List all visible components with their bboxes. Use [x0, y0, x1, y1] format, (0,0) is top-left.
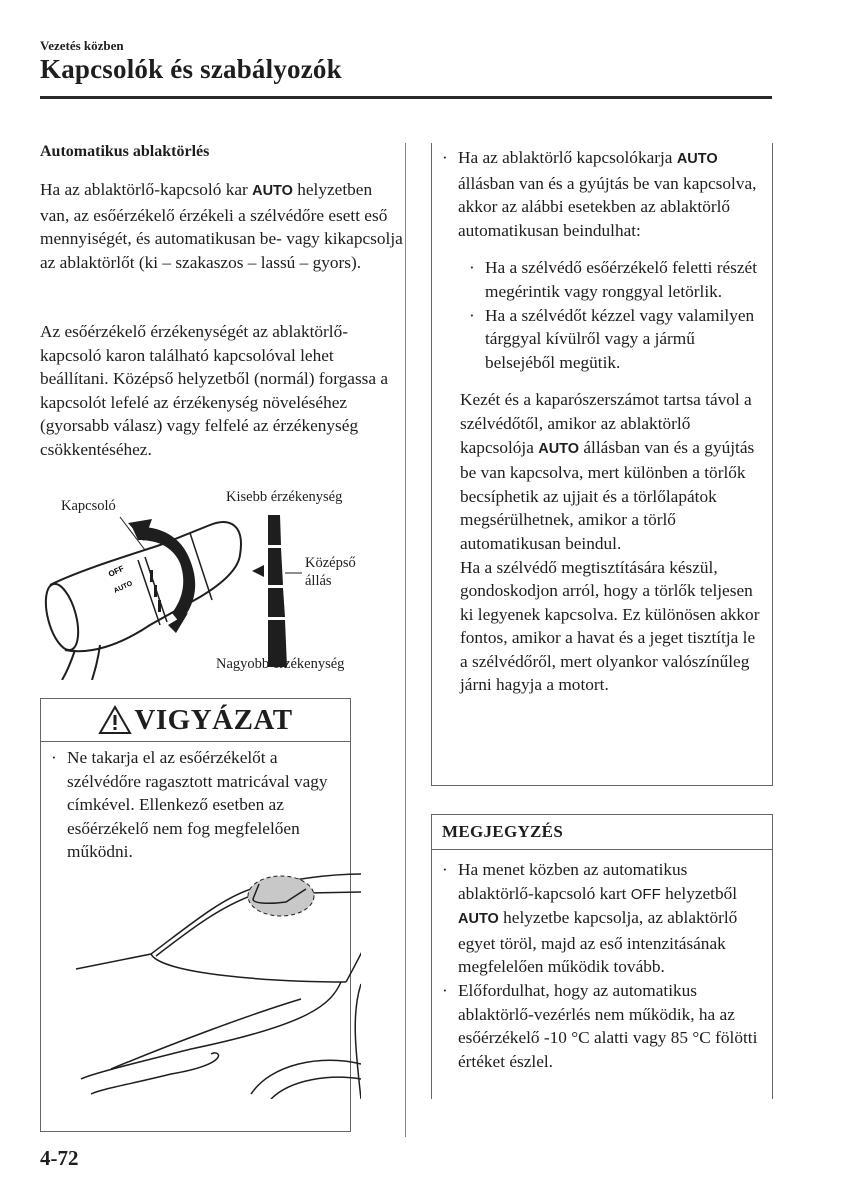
off-label: OFF	[630, 885, 661, 903]
wiper-lever-figure	[40, 485, 380, 680]
note-box	[431, 814, 773, 1099]
note-bullet: · Előfordulhat, hogy az automatikus ablaktörlő-vezérlés nem működik, ha az esőérzékelő -10 °C alatti vagy 85 °C fölötti értéket észlel.	[440, 979, 764, 1073]
sub-bullet-list	[467, 256, 764, 374]
middle-position-label-2: állás	[305, 573, 332, 589]
text: állásban van és a gyújtás be van kapcsolva, akkor az alábbi esetekben az ablaktörlő automatikusan beindulhat:	[458, 173, 757, 240]
intro-paragraph	[40, 178, 405, 274]
warning-triangle-icon	[98, 705, 132, 735]
text: Kezét és a kaparószerszámot tartsa távol a szélvédőtől, amikor az ablaktörlő kapcsolója	[460, 390, 752, 457]
sensitivity-paragraph: Az esőérzékelő érzékenységét az ablaktörlő-kapcsoló karon található kapcsolóval lehet beállítani. Középső helyzetből (normál) forgassa a kapcsolót lefelé az érzékenység növeléséhez (gyorsabb válasz) vagy felfelé az érzékenység csökkentéséhez.	[40, 322, 389, 459]
text: Ha az ablaktörlő kapcsolókarja	[458, 148, 677, 167]
auto-label: AUTO	[458, 911, 499, 928]
caution-title: VIGYÁZAT	[134, 703, 293, 736]
safety-paragraph	[450, 388, 764, 697]
box-content	[432, 143, 772, 697]
title-rule	[40, 96, 772, 99]
bullet-auto-position	[440, 146, 764, 242]
auto-label: AUTO	[252, 183, 293, 199]
auto-start-warning-box	[431, 143, 773, 786]
note-bullet	[440, 858, 764, 979]
caution-box	[40, 698, 351, 1132]
column-divider	[405, 143, 406, 1137]
text: helyzetbe kapcsolja, az ablaktörlő egyet töröl, majd az eső intenzitásának megfelelően működik tovább.	[458, 908, 738, 977]
text: állásban van és a gyújtás be van kapcsolva, mert különben a törlők becsíphetik az ujjait és a törlőlapátok megsérülhetnek, amikor a törlő automatikusan beindul.	[460, 437, 755, 553]
more-sensitivity-label: Nagyobb érzékenység	[216, 656, 345, 672]
section-heading: Automatikus ablaktörlés	[40, 143, 210, 160]
text: helyzetben van, az esőérzékelő érzékeli a szélvédőre esett eső mennyiségét, és automatikusan be- vagy kikapcsolja az ablaktörlőt (ki – szakaszos – lassú – gyors).	[40, 180, 403, 272]
text: Ha menet közben az automatikus ablaktörlő-kapcsoló kart	[458, 860, 688, 903]
lever-off-label: OFF	[107, 563, 126, 579]
switch-label: Kapcsoló	[61, 498, 116, 514]
note-body	[432, 850, 772, 1073]
sub-bullet: · Ha a szélvédő esőérzékelő feletti részét megérintik vagy ronggyal letörlik.	[467, 256, 764, 303]
note-header	[432, 815, 772, 850]
page-number: 4-72	[40, 1146, 79, 1170]
middle-position-label-1: Középső	[305, 555, 356, 571]
caution-header	[41, 699, 350, 742]
windshield-sensor-illustration	[71, 864, 361, 1099]
less-sensitivity-label: Kisebb érzékenység	[226, 489, 343, 505]
lever-auto-label: AUTO	[112, 580, 134, 595]
auto-label: AUTO	[676, 151, 718, 167]
auto-label: AUTO	[538, 440, 580, 457]
section-label: Vezetés közben	[40, 38, 124, 53]
note-title: MEGJEGYZÉS	[442, 822, 564, 841]
caution-body	[41, 742, 350, 864]
page-title: Kapcsolók és szabályozók	[40, 54, 342, 84]
sub-bullet: · Ha a szélvédőt kézzel vagy valamilyen tárggyal kívülről vagy a jármű belsejéből megütik.	[467, 304, 764, 375]
cleaning-paragraph: Ha a szélvédő megtisztítására készül, gondoskodjon arról, hogy a törlők teljesen ki legyenek kapcsolva. Ez különösen akkor fontos, amikor a havat és a jeget tisztítja le a szélvédőről, mert olyankor valószínűleg járni hagyja a motort.	[460, 557, 760, 695]
caution-bullet: · Ne takarja el az esőérzékelőt a szélvédőre ragasztott matricával vagy címkével. Ellenkező esetben az esőérzékelő nem fog megfelelően működni.	[49, 746, 340, 864]
text: helyzetből	[660, 883, 738, 903]
text: Ha az ablaktörlő-kapcsoló kar	[40, 180, 253, 199]
